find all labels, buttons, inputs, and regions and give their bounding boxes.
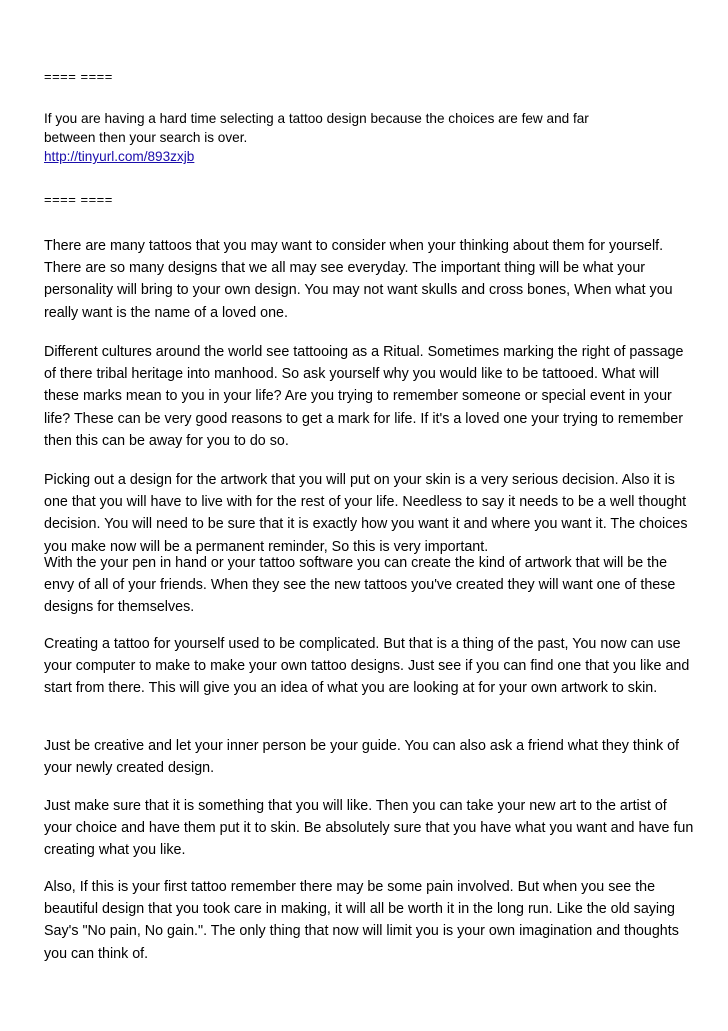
intro-line-2: between then your search is over. [44, 130, 248, 145]
paragraph-3: Picking out a design for the artwork that you will put on your skin is a very serious decision. Also it is one that you will have to live with for the rest of your life. Needless to say it needs to be a well thought decision. You will need to be sure that it is exactly how you want it and where you want it. The choices you make now will be a permanent reminder, So this is very important. [44, 472, 688, 555]
paragraph-7: Just make sure that it is something that you will like. Then you can take your new art to the artist of your choice and have them put it to skin. Be absolutely sure that you have what you want and have fun creating what you like. [44, 798, 694, 859]
separator-top: ==== ==== [44, 69, 113, 84]
paragraph-1: There are many tattoos that you may want to consider when your thinking about them for yourself. There are so many designs that we all may see everyday. The important thing will be what your personality will bring to your own design. You may not want skulls and cross bones, When what you really want is the name of a loved one. [44, 238, 673, 321]
paragraph-6: Just be creative and let your inner person be your guide. You can also ask a friend what they think of your newly created design. [44, 738, 680, 777]
promo-link[interactable]: http://tinyurl.com/893zxjb [44, 149, 195, 164]
intro-block [44, 109, 694, 166]
separator-bottom: ==== ==== [44, 192, 113, 207]
paragraph-4: With the your pen in hand or your tattoo software you can create the kind of artwork that will be the envy of all of your friends. When they see the new tattoos you've created they will want one of these designs for themselves. [44, 555, 676, 616]
intro-line-1: If you are having a hard time selecting a tattoo design because the choices are few and far [44, 111, 589, 126]
paragraph-8: Also, If this is your first tattoo remember there may be some pain involved. But when you see the beautiful design that you took care in making, it will all be worth it in the long run. Like the old saying Say's "No pain, No gain.". The only thing that now will limit you is your own imagination and thoughts you can think of. [44, 879, 679, 962]
paragraph-5: Creating a tattoo for yourself used to be complicated. But that is a thing of the past, You now can use your computer to make to make your own tattoo designs. Just see if you can find one that you like and start from there. This will give you an idea of what you are looking at for your own artwork to skin. [44, 636, 690, 697]
paragraph-2: Different cultures around the world see tattooing as a Ritual. Sometimes marking the right of passage of there tribal heritage into manhood. So ask yourself why you would like to be tattooed. What will these marks mean to you in your life? Are you trying to remember someone or special event in your life? These can be very good reasons to get a mark for life. If it's a loved one your trying to remember then this can be away for you to do so. [44, 344, 684, 449]
